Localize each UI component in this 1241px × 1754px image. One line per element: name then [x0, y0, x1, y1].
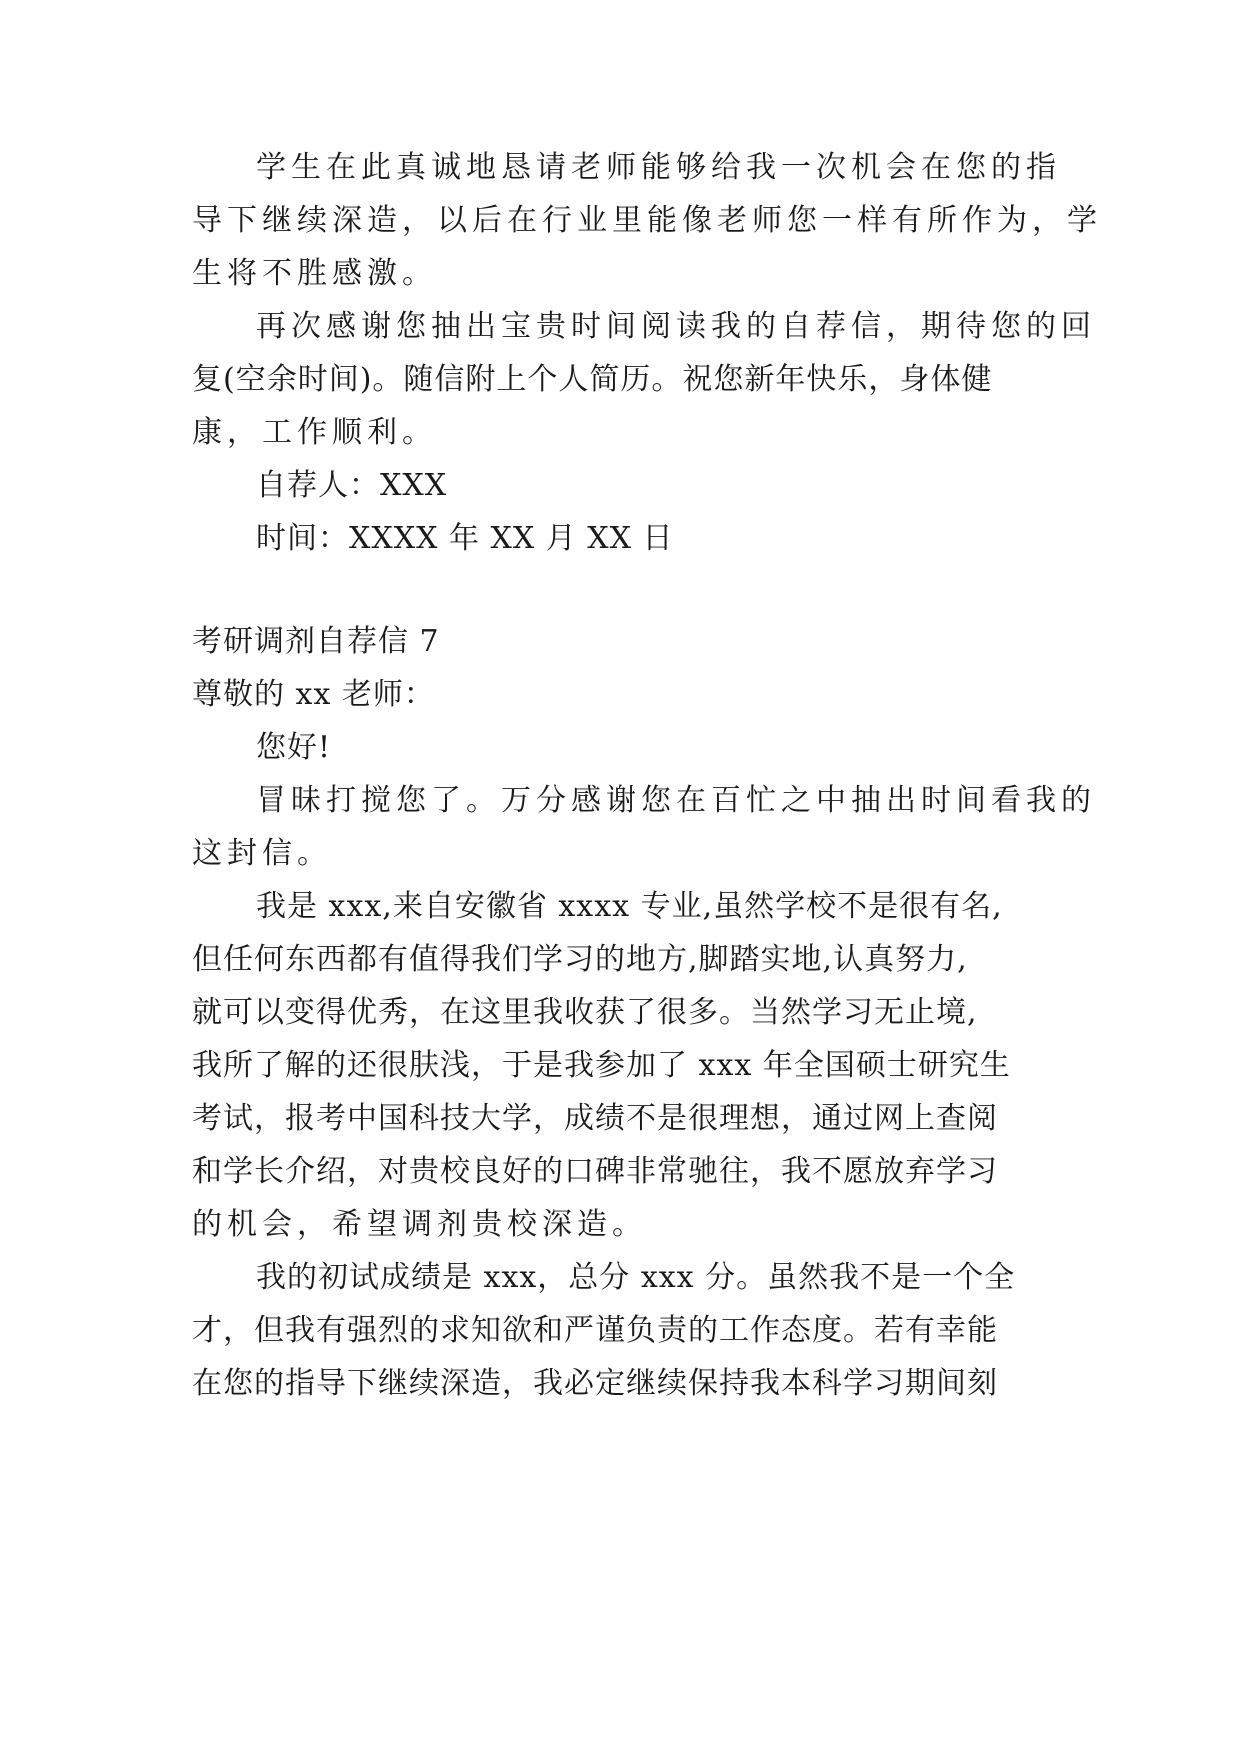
paragraph-line: 这封信。 — [192, 836, 332, 871]
paragraph-line: 考试，报考中国科技大学，成绩不是很理想，通过网上查阅 — [192, 1101, 998, 1136]
paragraph-line: 我所了解的还很肤浅，于是我参加了 xxx 年全国硕士研究生 — [192, 1048, 1011, 1083]
paragraph-line: 和学长介绍，对贵校良好的口碑非常驰往，我不愿放弃学习 — [192, 1154, 998, 1189]
paragraph-line: 学生在此真诚地恳请老师能够给我一次机会在您的指 — [256, 150, 1061, 185]
salutation: 尊敬的 xx 老师： — [192, 677, 435, 712]
date-line: 时间：XXXX 年 XX 月 XX 日 — [256, 521, 674, 556]
paragraph-line: 在您的指导下继续深造，我必定继续保持我本科学习期间刻 — [192, 1366, 998, 1401]
signer-line: 自荐人：XXX — [256, 468, 448, 503]
paragraph-line: 复(空余时间)。随信附上个人简历。祝您新年快乐，身体健 — [192, 362, 993, 397]
paragraph-line: 康，工作顺利。 — [192, 415, 437, 450]
paragraph-line: 才，但我有强烈的求知欲和严谨负责的工作态度。若有幸能 — [192, 1313, 998, 1348]
paragraph-line: 但任何东西都有值得我们学习的地方,脚踏实地,认真努力, — [192, 942, 968, 977]
paragraph-line: 的机会，希望调剂贵校深造。 — [192, 1207, 647, 1242]
greeting: 您好! — [256, 730, 332, 765]
paragraph-line: 冒昧打搅您了。万分感谢您在百忙之中抽出时间看我的 — [256, 783, 1096, 818]
section-title: 考研调剂自荐信 7 — [192, 624, 440, 659]
paragraph-line: 我是 xxx,来自安徽省 xxxx 专业,虽然学校不是很有名, — [256, 889, 1003, 924]
paragraph-line: 生将不胜感激。 — [192, 256, 437, 291]
paragraph-line: 就可以变得优秀，在这里我收获了很多。当然学习无止境, — [192, 995, 978, 1030]
paragraph-line: 我的初试成绩是 xxx，总分 xxx 分。虽然我不是一个全 — [256, 1260, 1016, 1295]
paragraph-line: 再次感谢您抽出宝贵时间阅读我的自荐信，期待您的回 — [256, 309, 1096, 344]
paragraph-line: 导下继续深造，以后在行业里能像老师您一样有所作为，学 — [192, 203, 1102, 238]
